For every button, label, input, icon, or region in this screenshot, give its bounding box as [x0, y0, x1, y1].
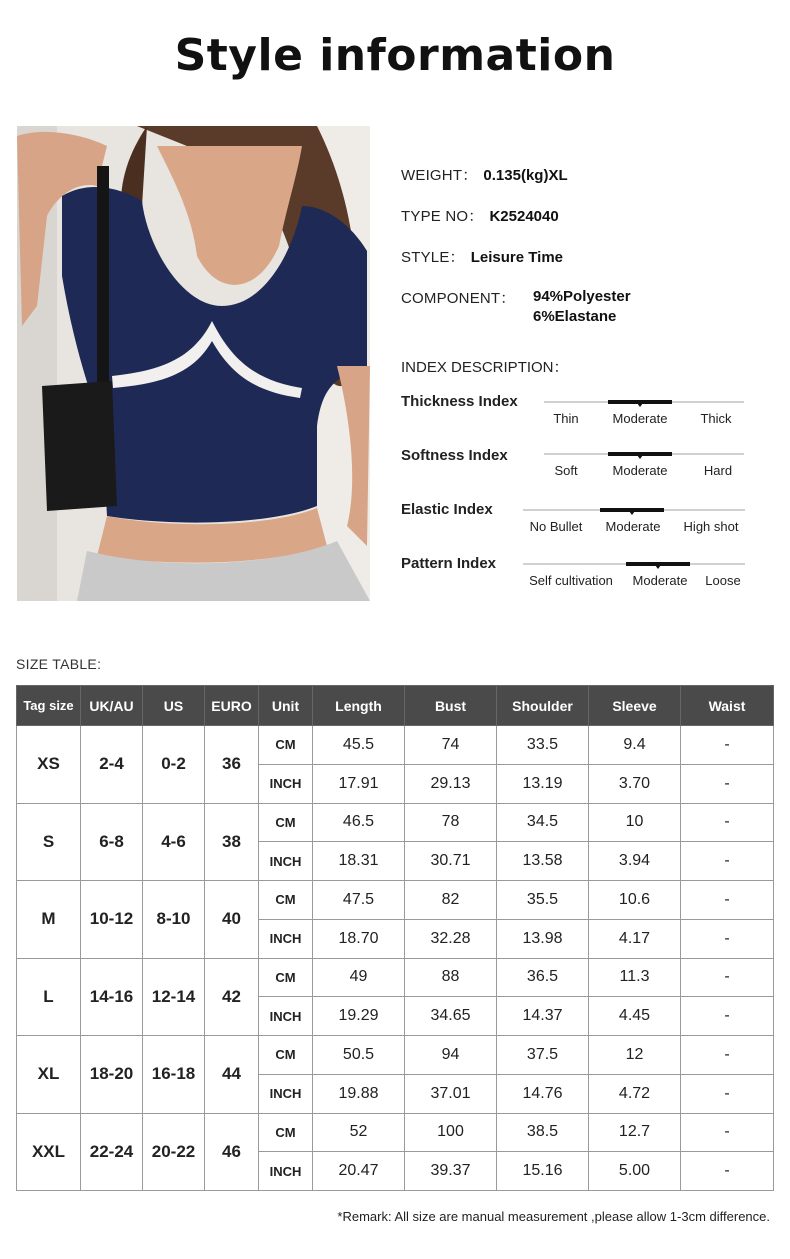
table-cell: 49: [313, 958, 405, 997]
table-cell: -: [681, 997, 774, 1036]
table-cell: 44: [205, 1036, 259, 1114]
table-cell: -: [681, 958, 774, 997]
scale-option: Self cultivation: [529, 573, 613, 588]
table-cell: INCH: [259, 997, 313, 1036]
style-row: [401, 246, 563, 267]
product-photo: [17, 126, 370, 601]
table-cell: 19.29: [313, 997, 405, 1036]
type-no-row: [401, 205, 559, 226]
table-cell: 37.01: [405, 1074, 497, 1113]
table-cell: 46.5: [313, 803, 405, 842]
table-cell: 6-8: [81, 803, 143, 881]
table-cell: -: [681, 803, 774, 842]
table-cell: -: [681, 1152, 774, 1191]
remark-note: *Remark: All size are manual measurement ,please allow 1-3cm difference.: [337, 1209, 770, 1224]
size-table: [16, 685, 774, 1191]
table-cell: 4-6: [143, 803, 205, 881]
table-cell: 36: [205, 726, 259, 804]
table-cell: CM: [259, 726, 313, 765]
table-cell: 32.28: [405, 919, 497, 958]
table-cell: 46: [205, 1113, 259, 1191]
softness-index-scale: [544, 453, 744, 479]
table-cell: 52: [313, 1113, 405, 1152]
table-row: [17, 726, 774, 765]
table-cell: 37.5: [497, 1036, 589, 1075]
table-row: [17, 1113, 774, 1152]
table-cell: 47.5: [313, 881, 405, 920]
table-cell: 11.3: [589, 958, 681, 997]
table-cell: INCH: [259, 919, 313, 958]
table-cell: 38.5: [497, 1113, 589, 1152]
table-cell: 36.5: [497, 958, 589, 997]
table-cell: 18-20: [81, 1036, 143, 1114]
table-cell: XXL: [17, 1113, 81, 1191]
scale-option-selected: Moderate: [632, 573, 688, 588]
table-cell: 74: [405, 726, 497, 765]
table-cell: 3.70: [589, 764, 681, 803]
table-cell: S: [17, 803, 81, 881]
scale-option: Soft: [554, 463, 578, 478]
table-cell: 94: [405, 1036, 497, 1075]
column-header: Shoulder: [497, 686, 589, 726]
table-cell: CM: [259, 1113, 313, 1152]
table-cell: 12-14: [143, 958, 205, 1036]
table-cell: 9.4: [589, 726, 681, 765]
elastic-index-scale: [523, 509, 745, 535]
table-cell: XS: [17, 726, 81, 804]
pattern-index-scale: [523, 563, 745, 589]
column-header: Length: [313, 686, 405, 726]
table-cell: INCH: [259, 764, 313, 803]
table-cell: CM: [259, 1036, 313, 1075]
table-cell: CM: [259, 958, 313, 997]
table-cell: -: [681, 1036, 774, 1075]
scale-option: High shot: [683, 519, 739, 534]
scale-option: Loose: [705, 573, 741, 588]
table-cell: 2-4: [81, 726, 143, 804]
table-cell: 8-10: [143, 881, 205, 959]
table-cell: 78: [405, 803, 497, 842]
table-cell: 39.37: [405, 1152, 497, 1191]
size-table-label: SIZE TABLE:: [16, 656, 102, 672]
table-cell: 0-2: [143, 726, 205, 804]
table-cell: 45.5: [313, 726, 405, 765]
table-cell: 13.19: [497, 764, 589, 803]
scale-option: Thin: [553, 411, 579, 426]
table-cell: 15.16: [497, 1152, 589, 1191]
table-cell: 13.58: [497, 842, 589, 881]
table-cell: 10: [589, 803, 681, 842]
style-label: STYLE：: [401, 249, 465, 266]
column-header: Bust: [405, 686, 497, 726]
table-cell: 82: [405, 881, 497, 920]
table-cell: 5.00: [589, 1152, 681, 1191]
scale-option: No Bullet: [529, 519, 583, 534]
table-row: [17, 803, 774, 842]
table-cell: 10.6: [589, 881, 681, 920]
table-cell: -: [681, 764, 774, 803]
table-cell: INCH: [259, 842, 313, 881]
component-label: COMPONENT：: [401, 290, 516, 307]
table-cell: 33.5: [497, 726, 589, 765]
table-cell: 42: [205, 958, 259, 1036]
table-cell: L: [17, 958, 81, 1036]
table-cell: 34.5: [497, 803, 589, 842]
table-cell: 18.70: [313, 919, 405, 958]
table-cell: 4.45: [589, 997, 681, 1036]
column-header: UK/AU: [81, 686, 143, 726]
table-cell: 100: [405, 1113, 497, 1152]
component-values: [533, 287, 631, 327]
table-row: [17, 958, 774, 997]
table-cell: 16-18: [143, 1036, 205, 1114]
table-cell: INCH: [259, 1152, 313, 1191]
table-cell: -: [681, 842, 774, 881]
table-cell: 12: [589, 1036, 681, 1075]
scale-option-selected: Moderate: [612, 463, 668, 478]
type-no-label: TYPE NO：: [401, 208, 484, 225]
scale-option: Hard: [703, 463, 733, 478]
scale-option-selected: Moderate: [605, 519, 661, 534]
table-cell: -: [681, 919, 774, 958]
scale-option-selected: Moderate: [612, 411, 668, 426]
product-photo-illustration: [17, 126, 370, 601]
table-cell: INCH: [259, 1074, 313, 1113]
table-cell: CM: [259, 803, 313, 842]
table-cell: -: [681, 881, 774, 920]
table-cell: 13.98: [497, 919, 589, 958]
component-value: 94%Polyester: [533, 288, 631, 305]
table-cell: 20-22: [143, 1113, 205, 1191]
table-cell: 10-12: [81, 881, 143, 959]
style-value: Leisure Time: [470, 249, 563, 266]
column-header: Waist: [681, 686, 774, 726]
table-cell: 29.13: [405, 764, 497, 803]
table-cell: 14-16: [81, 958, 143, 1036]
size-table-header: [17, 686, 774, 726]
thickness-index-scale: [544, 401, 744, 427]
table-cell: M: [17, 881, 81, 959]
page-title: Style information: [174, 30, 616, 81]
weight-label: WEIGHT：: [401, 167, 478, 184]
table-cell: 34.65: [405, 997, 497, 1036]
column-header: EURO: [205, 686, 259, 726]
table-cell: 20.47: [313, 1152, 405, 1191]
column-header: Sleeve: [589, 686, 681, 726]
table-cell: 14.37: [497, 997, 589, 1036]
table-cell: 4.17: [589, 919, 681, 958]
pattern-index-label: Pattern Index: [401, 555, 497, 572]
table-cell: 35.5: [497, 881, 589, 920]
scale-option: Thick: [700, 411, 732, 426]
table-cell: 3.94: [589, 842, 681, 881]
weight-value: 0.135(kg)XL: [483, 167, 568, 184]
table-cell: -: [681, 1113, 774, 1152]
weight-row: [401, 164, 568, 185]
table-row: [17, 881, 774, 920]
table-cell: 17.91: [313, 764, 405, 803]
thickness-index-label: Thickness Index: [401, 393, 518, 410]
table-cell: 50.5: [313, 1036, 405, 1075]
table-cell: 18.31: [313, 842, 405, 881]
elastic-index-label: Elastic Index: [401, 501, 493, 518]
table-cell: -: [681, 726, 774, 765]
table-cell: 30.71: [405, 842, 497, 881]
table-cell: CM: [259, 881, 313, 920]
column-header: Unit: [259, 686, 313, 726]
table-cell: 19.88: [313, 1074, 405, 1113]
table-cell: 12.7: [589, 1113, 681, 1152]
component-value: 6%Elastane: [533, 308, 617, 325]
table-cell: 14.76: [497, 1074, 589, 1113]
table-row: [17, 1036, 774, 1075]
table-cell: 88: [405, 958, 497, 997]
table-cell: 38: [205, 803, 259, 881]
component-row: [401, 287, 516, 308]
type-no-value: K2524040: [489, 208, 559, 225]
table-cell: -: [681, 1074, 774, 1113]
softness-index-label: Softness Index: [401, 447, 508, 464]
table-cell: 22-24: [81, 1113, 143, 1191]
table-cell: 40: [205, 881, 259, 959]
table-cell: 4.72: [589, 1074, 681, 1113]
column-header: Tag size: [17, 686, 81, 726]
index-description-label: INDEX DESCRIPTION：: [401, 359, 569, 376]
column-header: US: [143, 686, 205, 726]
table-cell: XL: [17, 1036, 81, 1114]
